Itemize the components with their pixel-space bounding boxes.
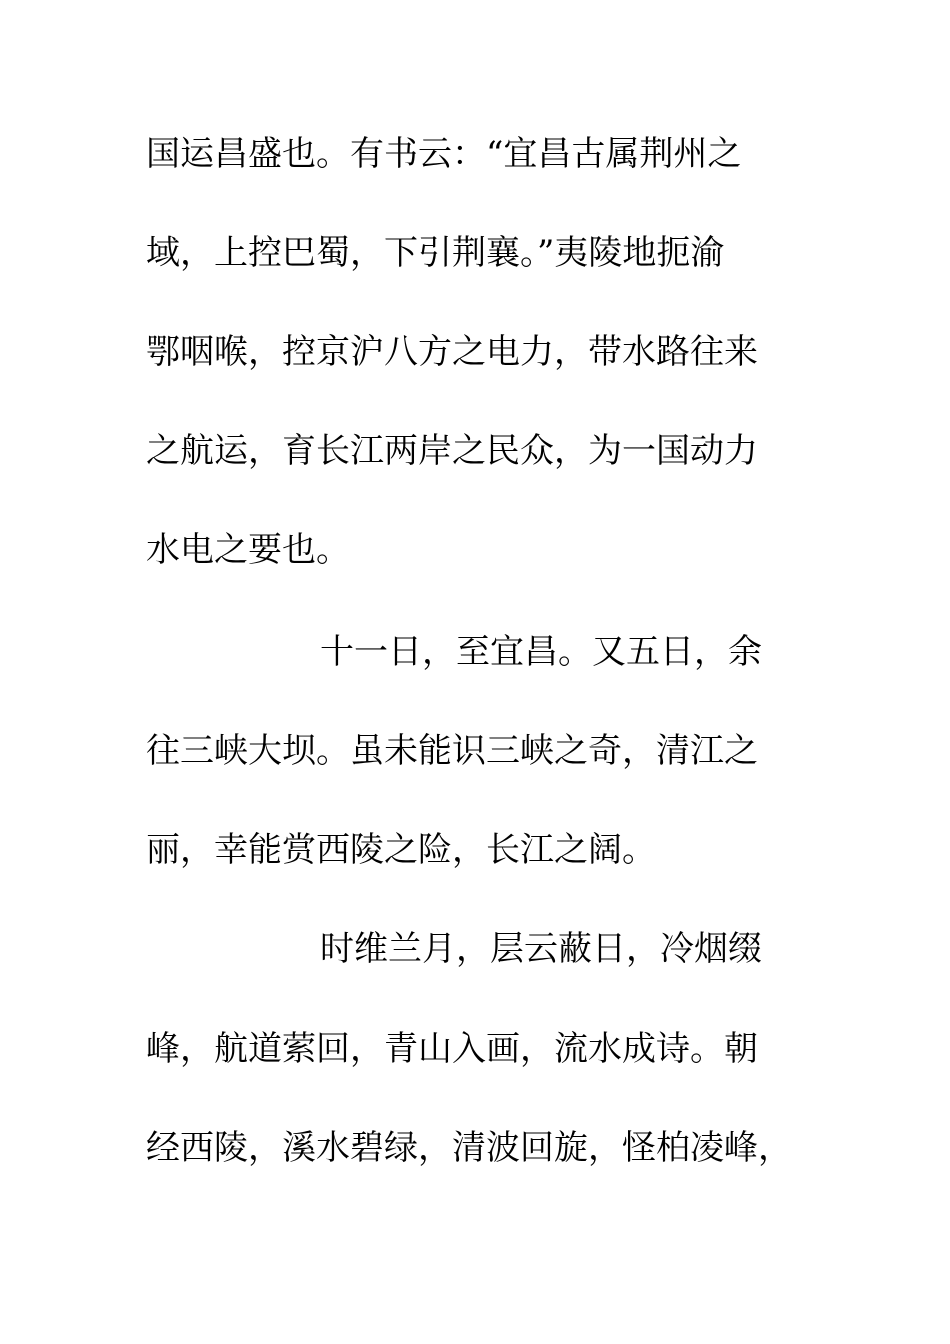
text-line: 水电之要也。: [146, 530, 350, 570]
text-line: 之航运，育长江两岸之民众，为一国动力: [146, 431, 758, 471]
text-line: 丽，幸能赏西陵之险，长江之阔。: [146, 830, 656, 870]
paragraph-start-line: 时维兰月，层云蔽日，冷烟缀: [320, 929, 762, 969]
text-line: 鄂咽喉，控京沪八方之电力，带水路往来: [146, 332, 758, 372]
text-line: 往三峡大坝。虽未能识三峡之奇，清江之: [146, 731, 758, 771]
text-line: 峰，航道萦回，青山入画，流水成诗。朝: [146, 1029, 758, 1069]
text-line: 域，上控巴蜀，下引荆襄。”夷陵地扼渝: [146, 233, 725, 273]
paragraph-start-line: 十一日，至宜昌。又五日，余: [320, 632, 762, 672]
text-line: 经西陵，溪水碧绿，清波回旋，怪柏凌峰，: [146, 1128, 792, 1168]
text-line: 国运昌盛也。有书云：“宜昌古属荆州之: [146, 134, 742, 174]
